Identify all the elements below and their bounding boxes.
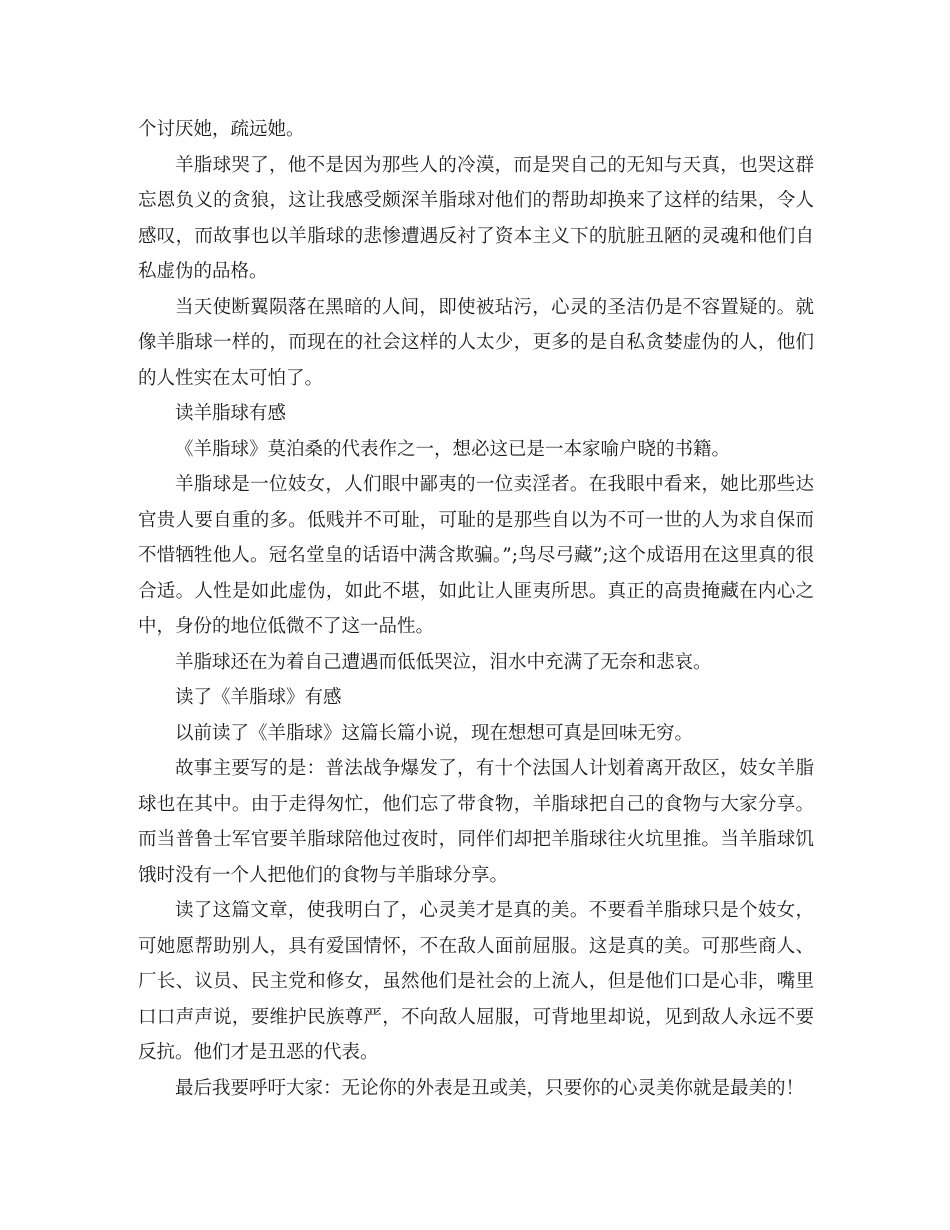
- paragraph: 最后我要呼吁大家：无论你的外表是丑或美，只要你的心灵美你就是最美的！: [175, 1077, 805, 1099]
- paragraph: 当天使断翼陨落在黑暗的人间，即使被玷污，心灵的圣洁仍是不容置疑的。就像羊脂球一样的，而现在的社会这样的人太少，更多的是自私贪婪虚伪的人，他们的人性实在太可怕了。: [138, 296, 814, 389]
- paragraph: 《羊脂球》莫泊桑的代表作之一，想必这已是一本家喻户晓的书籍。: [175, 438, 731, 460]
- paragraph: 故事主要写的是：普法战争爆发了，有十个法国人计划着离开敌区，妓女羊脂球也在其中。由于走得匆忙，他们忘了带食物，羊脂球把自己的食物与大家分享。而当普鲁士军官要羊脂球陪他过夜时，同伴们却把羊脂球往火坑里推。当羊脂球饥饿时没有一个人把他们的食物与羊脂球分享。: [138, 758, 814, 886]
- paragraph: 羊脂球还在为着自己遭遇而低低哭泣，泪水中充满了无奈和悲哀。: [175, 651, 712, 673]
- paragraph: 以前读了《羊脂球》这篇长篇小说，现在想想可真是回味无穷。: [175, 722, 694, 744]
- paragraph-continuation: 个讨厌她，疏远她。: [138, 119, 305, 140]
- paragraph: 读了这篇文章，使我明白了，心灵美才是真的美。不要看羊脂球只是个妓女，可她愿帮助别人，具有爱国情怀，不在敌人面前屈服。这是真的美。可那些商人、厂长、议员、民主党和修女，虽然他们是社会的上流人，但是他们口是心非，嘴里口口声声说，要维护民族尊严，不向敌人屈服，可背地里却说，见到敌人永远不要反抗。他们才是丑恶的代表。: [138, 900, 814, 1063]
- section-heading: 读了《羊脂球》有感: [175, 687, 342, 708]
- article-body: [138, 112, 814, 1106]
- section-heading: 读羊脂球有感: [175, 403, 287, 424]
- paragraph: 羊脂球是一位妓女，人们眼中鄙夷的一位卖淫者。在我眼中看来，她比那些达官贵人要自重的多。低贱并不可耻，可耻的是那些自以为不可一世的人为求自保而不惜牺牲他人。冠名堂皇的话语中满含欺骗。”;鸟尽弓藏”;这个成语用在这里真的很合适。人性是如此虚伪，如此不堪，如此让人匪夷所思。真正的高贵掩藏在内心之中，身份的地位低微不了这一品性。: [138, 474, 814, 637]
- paragraph: 羊脂球哭了，他不是因为那些人的冷漠，而是哭自己的无知与天真，也哭这群忘恩负义的贪狼，这让我感受颇深羊脂球对他们的帮助却换来了这样的结果，令人感叹，而故事也以羊脂球的悲惨遭遇反衬了资本主义下的肮脏丑陋的灵魂和他们自私虚伪的品格。: [138, 154, 814, 282]
